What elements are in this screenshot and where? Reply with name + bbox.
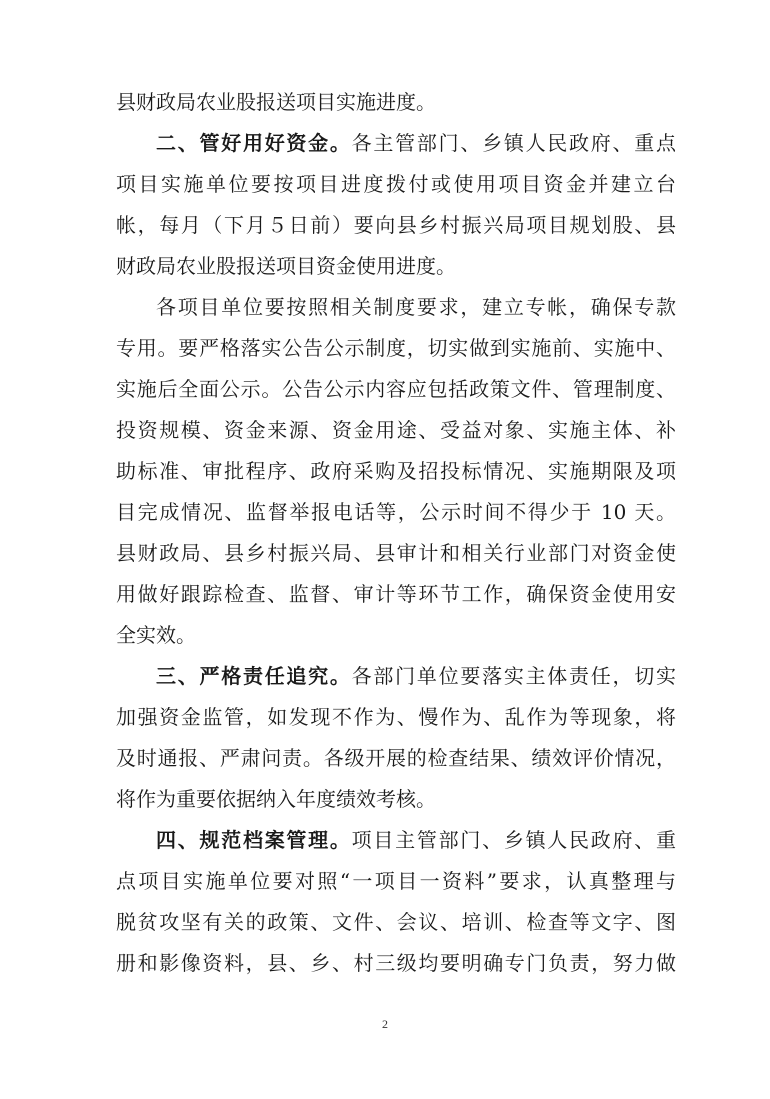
line-text: 县财政局、县乡村振兴局、县审计和相关行业部门对资金使 [116,541,676,565]
text-line [116,943,676,984]
line-text: 专用。要严格落实公告公示制度，切实做到实施前、实施中、 [116,336,676,360]
text-line [116,738,676,779]
text-line [116,287,676,328]
text-line [116,779,676,820]
line-text: 县财政局农业股报送项目实施进度。 [116,90,436,114]
line-text: 财政局农业股报送项目资金使用进度。 [116,254,456,278]
line-text: 各部门单位要落实主体责任，切实 [351,664,677,688]
line-text: 脱贫攻坚有关的政策、文件、会议、培训、检查等文字、图 [116,910,676,934]
text-line [116,492,676,533]
line-text: 投资规模、资金来源、资金用途、受益对象、实施主体、补 [116,418,676,442]
line-text: 及时通报、严肃问责。各级开展的检查结果、绩效评价情况， [116,746,676,770]
line-text: 将作为重要依据纳入年度绩效考核。 [116,787,436,811]
page-number: 2 [382,1017,388,1031]
text-line [116,246,676,287]
text-line [116,369,676,410]
line-text: 各项目单位要按照相关制度要求，建立专帐，确保专款 [156,295,676,319]
text-line [116,82,676,123]
text-line [116,123,676,164]
text-line [116,328,676,369]
line-text: 用做好跟踪检查、监督、审计等环节工作，确保资金使用安 [116,582,676,606]
line-text: 加强资金监管，如发现不作为、慢作为、乱作为等现象，将 [116,705,676,729]
text-line [116,697,676,738]
text-line [116,205,676,246]
document-body [116,82,676,984]
text-line [116,410,676,451]
text-line [116,451,676,492]
line-text: 项目主管部门、乡镇人民政府、重 [351,828,677,852]
text-line [116,615,676,656]
text-line [116,861,676,902]
line-text: 各主管部门、乡镇人民政府、重点 [351,131,677,155]
line-text: 助标准、审批程序、政府采购及招投标情况、实施期限及项 [116,459,676,483]
line-text: 项目实施单位要按项目进度拨付或使用项目资金并建立台 [116,172,676,196]
section-heading: 三、严格责任追究。 [156,664,352,688]
text-line [116,656,676,697]
text-line [116,533,676,574]
text-line [116,574,676,615]
text-line [116,902,676,943]
text-line [116,820,676,861]
line-text: 点项目实施单位要对照“一项目一资料”要求，认真整理与 [116,869,676,893]
line-text: 实施后全面公示。公告公示内容应包括政策文件、管理制度、 [116,377,676,401]
line-text: 全实效。 [116,623,196,647]
line-text: 册和影像资料，县、乡、村三级均要明确专门负责，努力做 [116,951,676,975]
line-text: 帐，每月（下月５日前）要向县乡村振兴局项目规划股、县 [116,213,676,237]
section-heading: 四、规范档案管理。 [156,828,352,852]
section-heading: 二、管好用好资金。 [156,131,352,155]
line-text: 目完成情况、监督举报电话等，公示时间不得少于 10 天。 [116,500,676,524]
text-line [116,164,676,205]
